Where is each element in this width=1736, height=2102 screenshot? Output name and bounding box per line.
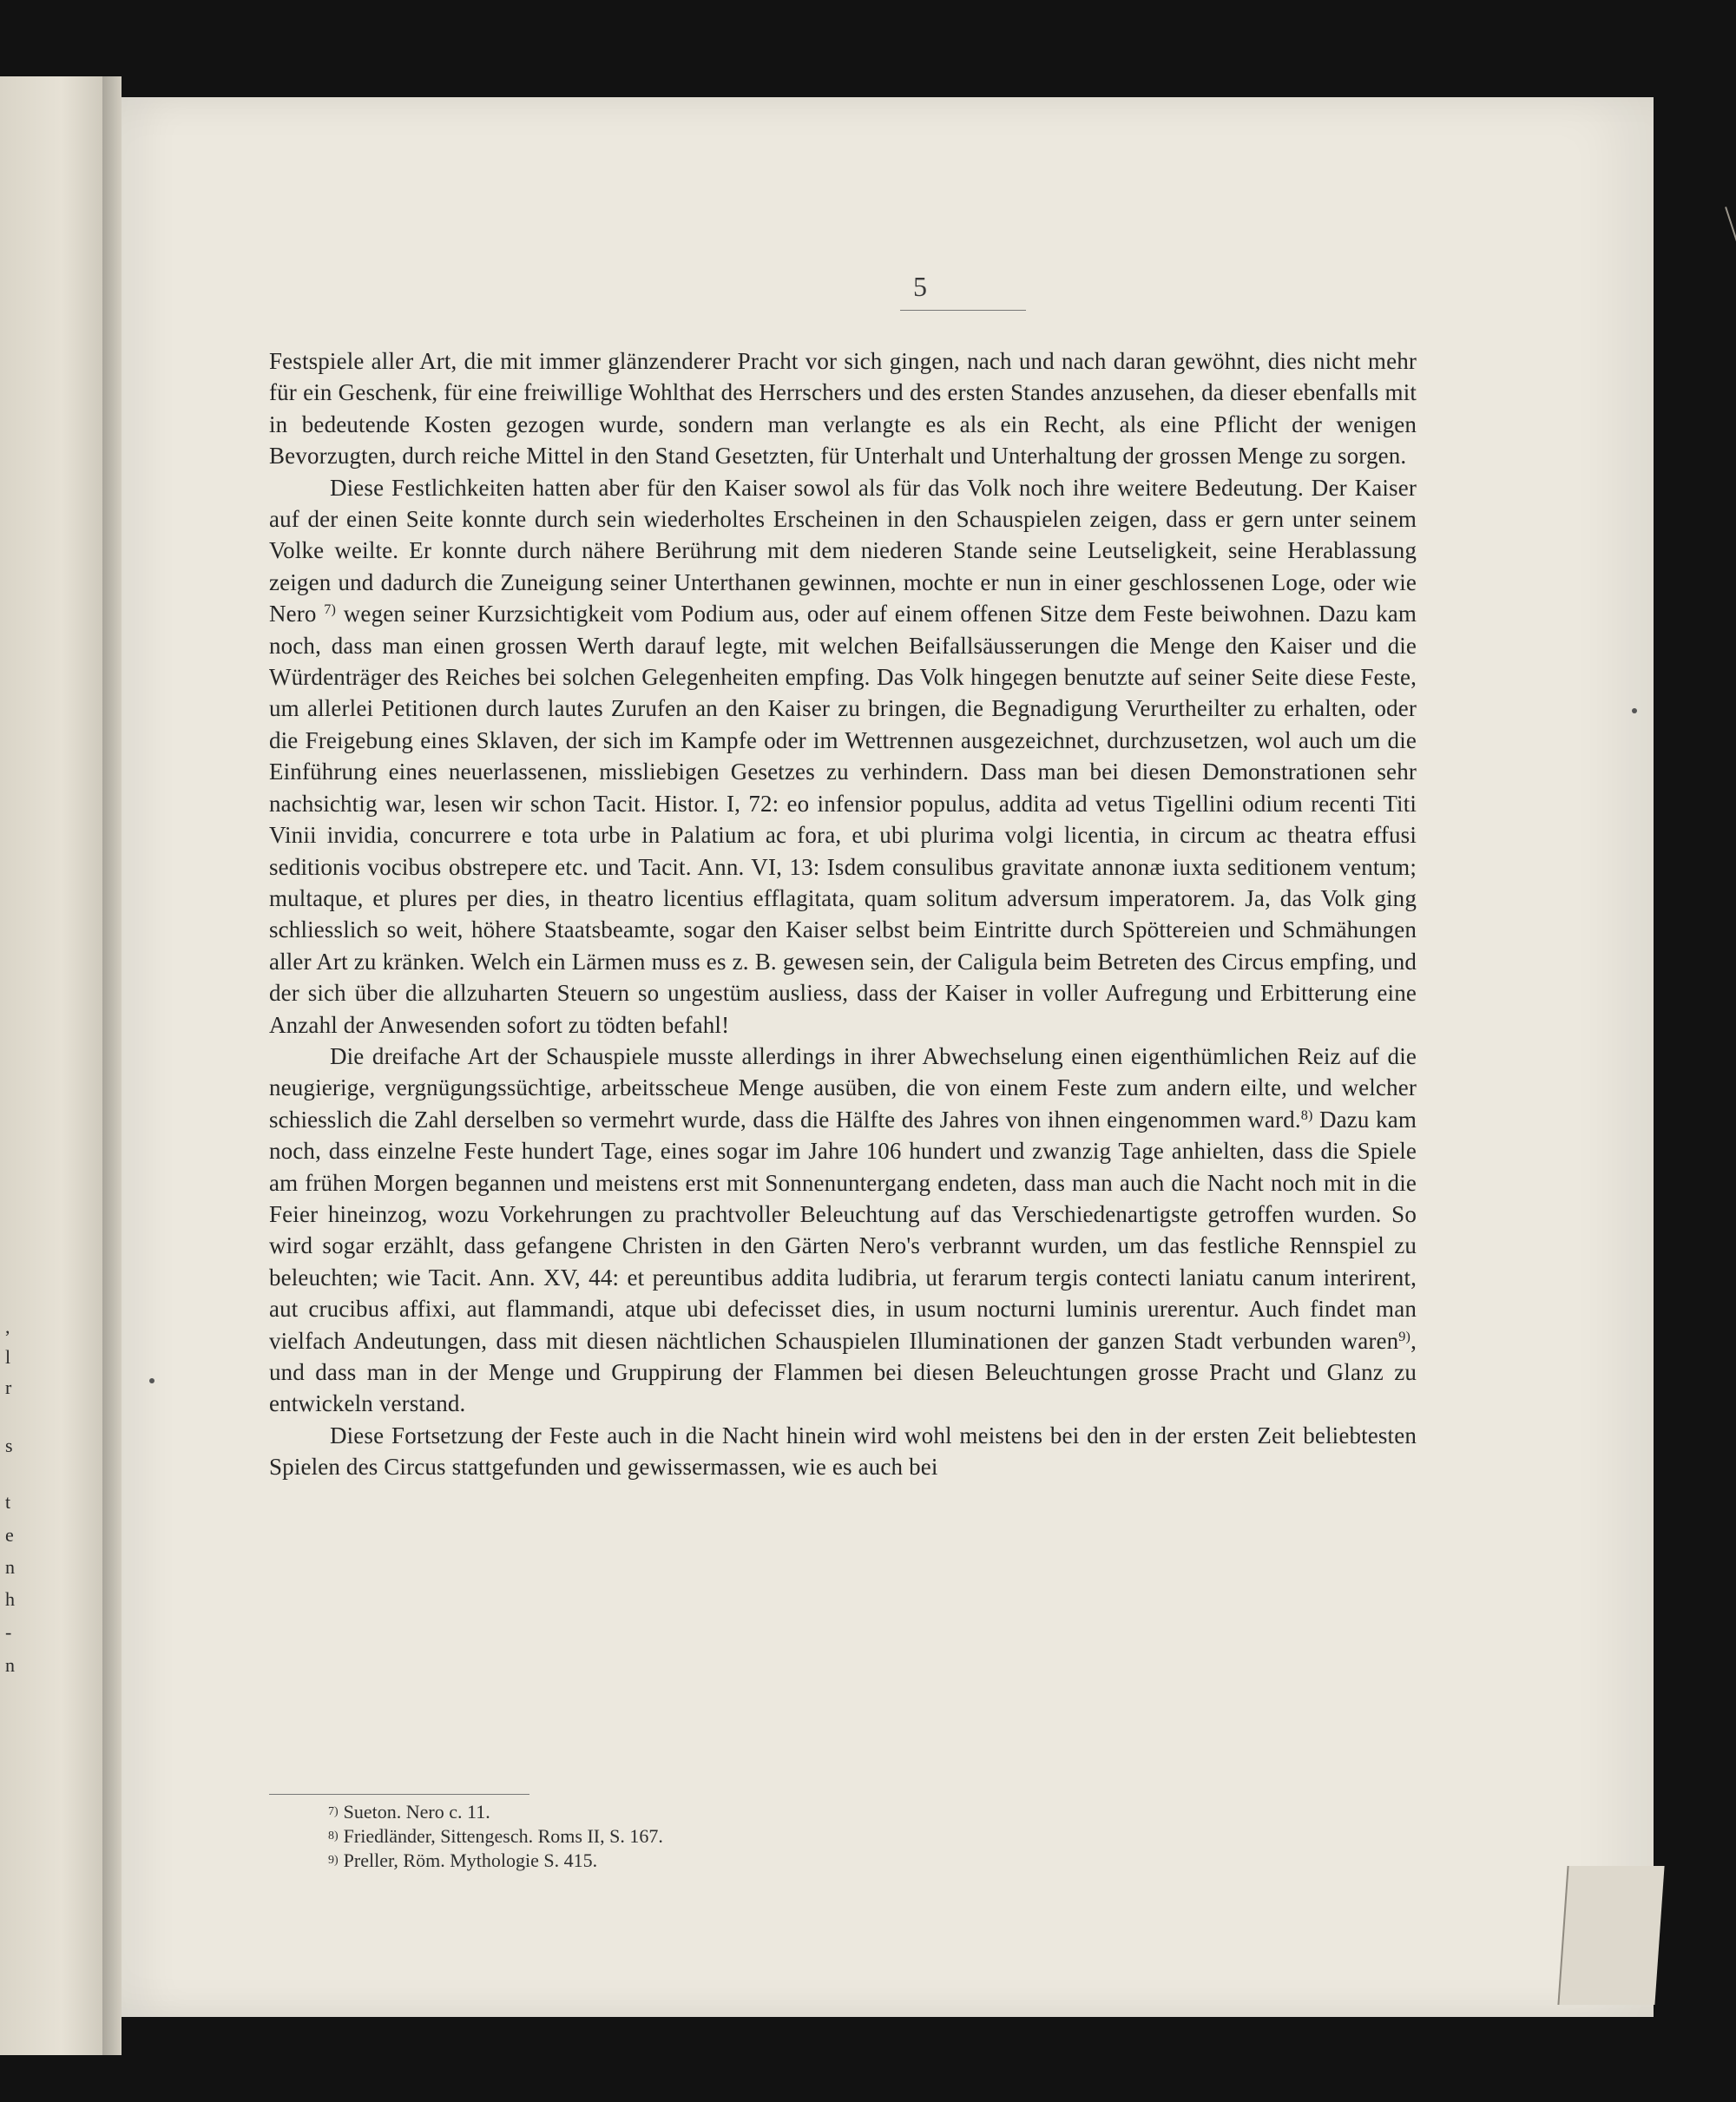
footnote-ref[interactable]: 7) [324,601,337,618]
footnote: $^{8)}$ Friedländer, Sittengesch. Roms II, S. 167. [328,1825,663,1847]
left-facing-page [0,76,102,2055]
margin-letter: n [5,1654,15,1676]
margin-letter: , [5,1316,10,1337]
margin-letter: l [5,1346,11,1368]
margin-letter: - [5,1621,12,1643]
paper-speck [149,1378,155,1383]
paragraph: Diese Festlichkeiten hatten aber für den Kaiser sowol als für das Volk noch ihre weitere Bedeutung. Der Kaiser auf der einen Seite konnte durch sein wiederholtes Erscheinen in den Schauspielen zeigen, dass er gern unter seinem Volke weilte. Er konnte durch nähere Berührung mit dem niederen Stande seine Leutseligkeit, seine Herablassung zeigen und dadurch die Zuneigung seiner Unterthanen gewinnen, mochte er nun in einer geschlossenen Loge, oder wie Nero $^{7)}$ wegen seiner Kurzsichtigkeit vom Podium aus, oder auf einem offenen Sitze dem Feste beiwohnen. Dazu kam noch, dass man einen grossen Werth darauf legte, mit welchen Beifallsäusserungen die Menge den Kaiser und die Würdenträger des Reiches bei solchen Gelegenheiten empfing. Das Volk hingegen benutzte auf seiner Seite diese Feste, um allerlei Petitionen durch lautes Zurufen an den Kaiser zu bringen, die Begnadigung Verurtheilter zu erhalten, oder die Freigebung eines Sklaven, der sich im Kampfe oder im Wettrennen ausgezeichnet, durchzusetzen, wol auch um die Einführung eines neuerlassenen, missliebigen Gesetzes zu verhindern. Dass man bei diesen Demonstrationen sehr nachsichtig war, lesen wir schon Tacit. Histor. I, 72: eo infensior populus, addita ad vetus Tigellini odium recenti Titi Vinii invidia, concurrere e tota urbe in Palatium ac fora, et ubi plurima volgi licentia, in circum ac theatra effusi seditionis vocibus obstrepere etc. und Tacit. Ann. VI, 13: Isdem consulibus gravitate annonæ iuxta seditionem ventum; multaque, et plures per dies, in theatro licentius efflagitata, quam solitum adversum imperatorem. Ja, das Volk ging schliesslich so weit, höhere Staatsbeamte, sogar den Kaiser selbst beim Eintritte durch Spöttereien und Schmähungen aller Art zu kränken. Welch ein Lärmen muss es z. B. gewesen sein, der Caligula beim Betreten des Circus empfing, und der sich über die allzuharten Steuern so ungestüm ausliess, dass der Kaiser in voller Aufregung und Erbitterung eine Anzahl der Anwesenden sofort zu tödten befahl! [269,474,1417,1038]
body-text [269,345,1417,1483]
margin-letter: n [5,1556,15,1578]
torn-paper-edge [1557,1866,1664,2005]
page-corner-fold [1725,196,1736,282]
margin-letter: e [5,1524,14,1546]
margin-letter: s [5,1435,13,1456]
paragraph: Festspiele aller Art, die mit immer glänzenderer Pracht vor sich gingen, nach und nach daran gewöhnt, dies nicht mehr für ein Geschenk, für eine freiwillige Wohlthat des Herrschers und des ersten Standes anzusehen, da dieser ebenfalls mit in bedeutende Kosten gezogen wurde, sondern man verlangte es als ein Recht, als eine Pflicht der wenigen Bevorzugten, durch reiche Mittel in den Stand Gesetzten, für Unterhalt und Unterhaltung der grossen Menge zu sorgen. [269,348,1417,470]
footnote-ref[interactable]: 8) [1300,1107,1313,1123]
footnote: $^{7)}$ Sueton. Nero c. 11. [328,1801,490,1823]
footnote: $^{9)}$ Preller, Röm. Mythologie S. 415. [328,1849,598,1871]
margin-letter: r [5,1376,12,1398]
footnotes [328,1800,1109,1873]
book-gutter [102,76,122,2055]
margin-letter: h [5,1588,15,1610]
margin-letter: t [5,1491,11,1513]
footnote-ref[interactable]: 9) [1398,1328,1411,1344]
header-rule [900,310,1026,311]
page-number: 5 [913,271,927,302]
paper-speck [1632,708,1637,713]
footnote-rule [269,1794,529,1795]
paragraph: Die dreifache Art der Schauspiele musste allerdings in ihrer Abwechselung einen eigenthümlichen Reiz auf die neugierige, vergnügungssüchtige, arbeitsscheue Menge ausüben, die von einem Feste zum andern eilte, und welcher schiesslich die Zahl derselben so vermehrt wurde, dass die Hälfte des Jahres von ihnen eingenommen ward.$^{8)}$ Dazu kam noch, dass einzelne Feste hundert Tage, eines sogar im Jahre 106 hundert und zwanzig Tage anhielten, dass die Spiele am frühen Morgen begannen und meistens erst mit Sonnenuntergang endeten, dass man auch die Nacht noch mit in die Feier hineinzog, wozu Vorkehrungen zu prachtvoller Beleuchtung auf das Verschiedenartigste getroffen wurden. So wird sogar erzählt, dass gefangene Christen in den Gärten Nero's verbrannt wurden, um das festliche Rennspiel zu beleuchten; wie Tacit. Ann. XV, 44: et pereuntibus addita ludibria, ut ferarum tergis contecti laniatu canum interirent, aut crucibus affixi, aut flammandi, atque ubi defecisset dies, in usum nocturni luminis urerentur. Auch findet man vielfach Andeutungen, dass mit diesen nächtlichen Schauspielen Illuminationen der ganzen Stadt verbunden waren$^{9)}$, und dass man in der Menge und Gruppirung der Flammen bei diesen Beleuchtungen grosse Pracht und Glanz zu entwickeln verstand. [269,1042,1417,1417]
document-page [122,97,1654,2017]
paragraph: Diese Fortsetzung der Feste auch in die Nacht hinein wird wohl meistens bei den in der ersten Zeit beliebtesten Spielen des Circus stattgefunden und gewissermassen, wie es auch bei [269,1422,1417,1481]
